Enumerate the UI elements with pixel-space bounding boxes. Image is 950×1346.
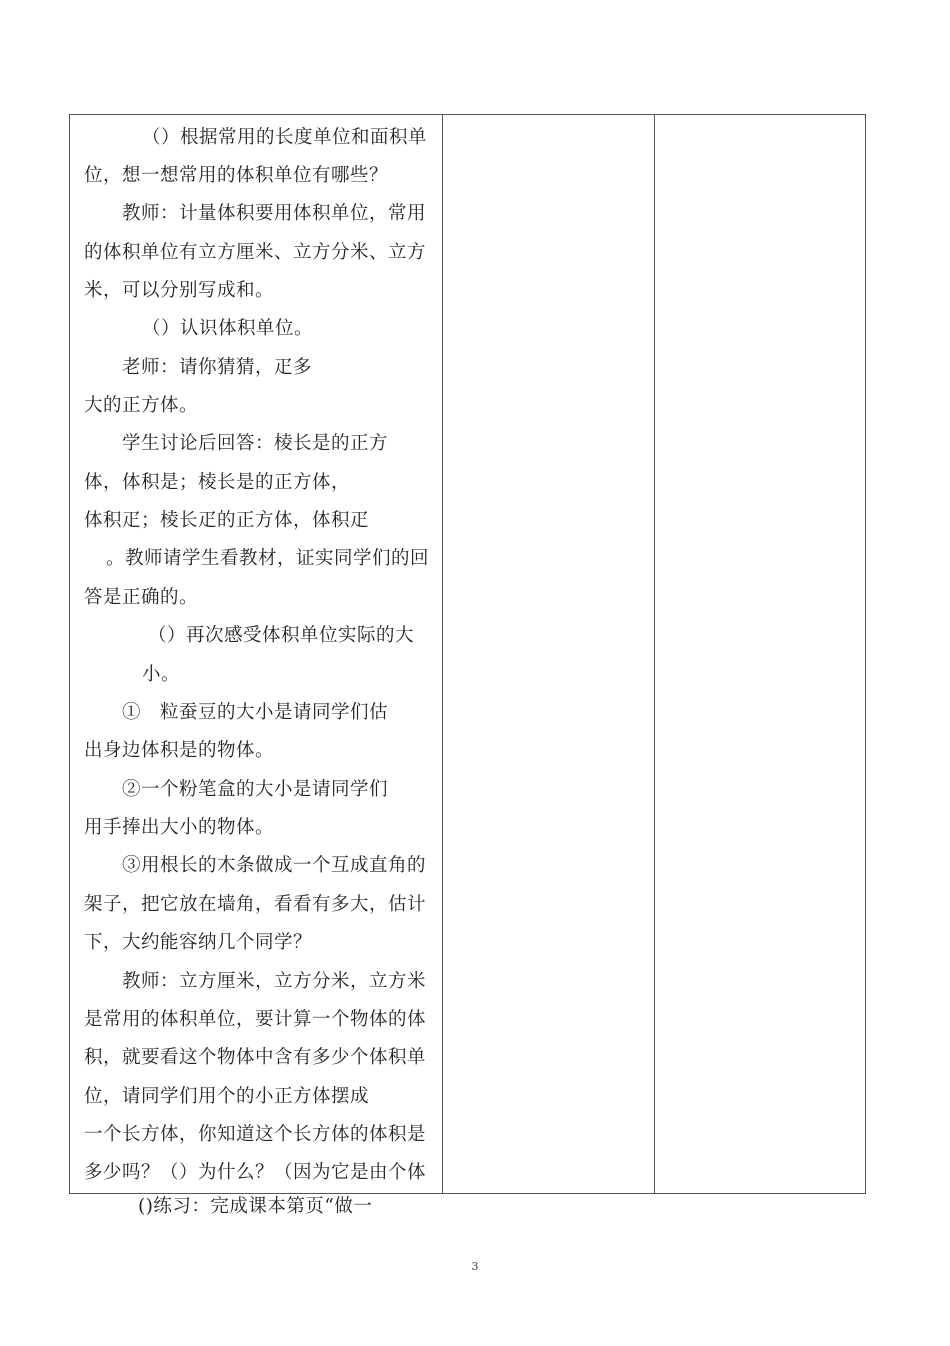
text-line: 大的正方体。 [84, 395, 199, 416]
text-line: 多少吗？（）为什么？（因为它是由个体 [84, 1162, 427, 1183]
text-line: 是常用的体积单位，要计算一个物体的体 [84, 1009, 427, 1030]
text-line: 下，大约能容纳几个同学？ [84, 932, 313, 953]
lesson-table [69, 114, 866, 1194]
text-line: 架子，把它放在墙角，看看有多大，估计 [84, 894, 427, 915]
text-line: 出身边体积是的物体。 [84, 740, 275, 761]
text-line: 积，就要看这个物体中含有多少个体积单 [84, 1047, 427, 1068]
page-number: 3 [471, 1260, 479, 1273]
text-line: 小。 [142, 664, 181, 685]
column-divider-2 [654, 115, 655, 1193]
text-line: 。教师请学生看教材，证实同学们的回 [106, 548, 430, 569]
text-line: ③用根长的木条做成一个互成直角的 [122, 855, 427, 876]
column-divider-1 [442, 115, 443, 1193]
text-line: 学生讨论后回答：棱长是的正方 [122, 433, 389, 454]
text-line: 位，想一想常用的体积单位有哪些？ [84, 165, 389, 186]
text-line: 答是正确的。 [84, 587, 199, 608]
text-line: （）根据常用的长度单位和面积单 [142, 127, 428, 148]
text-line: 用手捧出大小的物体。 [84, 817, 275, 838]
text-line: （）认识体积单位。 [142, 318, 314, 339]
text-line: （）再次感受体积单位实际的大 [148, 625, 415, 646]
text-line: 的体积单位有立方厘米、立方分米、立方 [84, 242, 427, 263]
text-line: 老师：请你猜猜，疋多 [122, 357, 313, 378]
text-line: 体积疋；棱长疋的正方体，体积疋 [84, 510, 370, 531]
text-line: 体，体积是；棱长是的正方体， [84, 472, 351, 493]
text-line: 位，请同学们用个的小正方体摆成 [84, 1086, 370, 1107]
text-line: 一个长方体，你知道这个长方体的体积是 [84, 1124, 427, 1145]
exercise-line: ()练习：完成课本第页“做一 [138, 1196, 373, 1217]
text-line: 米，可以分别写成和。 [84, 280, 275, 301]
text-line: ②一个粉笔盒的大小是请同学们 [122, 779, 389, 800]
text-line: 教师：计量体积要用体积单位，常用 [122, 203, 427, 224]
text-line: ① 粒蚕豆的大小是请同学们估 [122, 702, 389, 723]
text-line: 教师：立方厘米，立方分米，立方米 [122, 971, 427, 992]
lesson-content-cell [70, 115, 442, 1193]
